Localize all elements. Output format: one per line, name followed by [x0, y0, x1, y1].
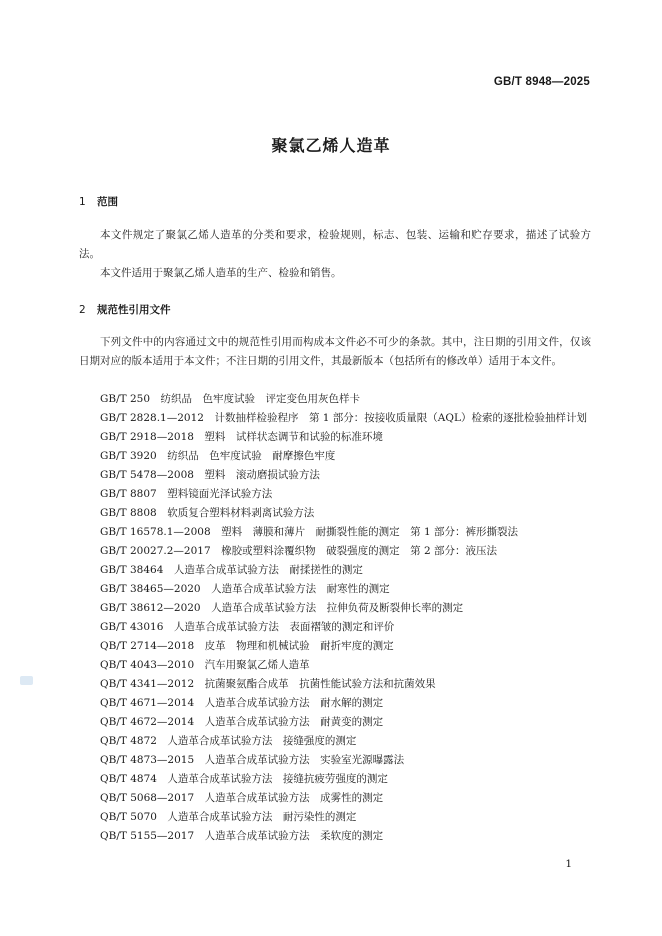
reference-item: QB/T 4341—2012 抗菌聚氨酯合成革 抗菌性能试验方法和抗菌效果: [100, 678, 436, 690]
reference-item: QB/T 4043—2010 汽车用聚氯乙烯人造革: [100, 659, 310, 671]
reference-item: QB/T 4874 人造革合成革试验方法 接缝抗疲劳强度的测定: [100, 773, 388, 785]
section-2-body: [79, 333, 591, 371]
reference-item: QB/T 2714—2018 皮革 物理和机械试验 耐折牢度的测定: [100, 640, 394, 652]
section-number: 1: [79, 196, 86, 208]
reference-item: GB/T 16578.1—2008 塑料 薄膜和薄片 耐撕裂性能的测定 第 1 部分：裤形撕裂法: [100, 526, 518, 538]
section-number: 2: [79, 304, 86, 316]
reference-item: GB/T 2828.1—2012 计数抽样检验程序 第 1 部分：按接收质量限（AQL）检索的逐批检验抽样计划: [100, 412, 587, 424]
paragraph: 本文件适用于聚氯乙烯人造革的生产、检验和销售。: [100, 267, 342, 279]
reference-item: QB/T 5070 人造革合成革试验方法 耐污染性的测定: [100, 811, 357, 823]
reference-item: GB/T 2918—2018 塑料 试样状态调节和试验的标准环境: [100, 431, 383, 443]
section-title: 规范性引用文件: [97, 304, 171, 316]
reference-list: [79, 390, 591, 846]
side-bookmark-tab[interactable]: [20, 676, 33, 685]
page-number: 1: [565, 858, 572, 870]
reference-item: QB/T 5068—2017 人造革合成革试验方法 成雾性的测定: [100, 792, 384, 804]
reference-item: GB/T 20027.2—2017 橡胶或塑料涂覆织物 破裂强度的测定 第 2 部分：液压法: [100, 545, 497, 557]
reference-item: QB/T 4672—2014 人造革合成革试验方法 耐黄变的测定: [100, 716, 384, 728]
reference-item: GB/T 38612—2020 人造革合成革试验方法 拉伸负荷及断裂伸长率的测定: [100, 602, 464, 614]
reference-item: GB/T 250 纺织品 色牢度试验 评定变色用灰色样卡: [100, 393, 361, 405]
reference-item: GB/T 8807 塑料镜面光泽试验方法: [100, 488, 273, 500]
reference-item: QB/T 5155—2017 人造革合成革试验方法 柔软度的测定: [100, 830, 384, 842]
reference-item: GB/T 43016 人造革合成革试验方法 表面褶皱的测定和评价: [100, 621, 395, 633]
section-1-body: [79, 226, 591, 283]
section-1-heading: [79, 194, 118, 209]
section-2-heading: [79, 302, 171, 317]
section-title: 范围: [97, 196, 118, 208]
document-title: 聚氯乙烯人造革: [271, 136, 391, 155]
paragraph: 下列文件中的内容通过文中的规范性引用而构成本文件必不可少的条款。其中，注日期的引用文件，仅该日期对应的版本适用于本文件；不注日期的引用文件，其最新版本（包括所有的修改单）适用于本文件。: [79, 336, 591, 367]
reference-item: QB/T 4872 人造革合成革试验方法 接缝强度的测定: [100, 735, 357, 747]
reference-item: GB/T 38465—2020 人造革合成革试验方法 耐寒性的测定: [100, 583, 390, 595]
reference-item: GB/T 38464 人造革合成革试验方法 耐揉搓性的测定: [100, 564, 363, 576]
reference-item: GB/T 3920 纺织品 色牢度试验 耐摩擦色牢度: [100, 450, 336, 462]
reference-item: QB/T 4873—2015 人造革合成革试验方法 实验室光源曝露法: [100, 754, 405, 766]
standard-code: GB/T 8948—2025: [493, 76, 590, 88]
reference-item: GB/T 8808 软质复合塑料材料剥离试验方法: [100, 507, 315, 519]
reference-item: QB/T 4671—2014 人造革合成革试验方法 耐水解的测定: [100, 697, 384, 709]
paragraph: 本文件规定了聚氯乙烯人造革的分类和要求，检验规则，标志、包装、运输和贮存要求，描述了试验方法。: [79, 229, 591, 260]
reference-item: GB/T 5478—2008 塑料 滚动磨损试验方法: [100, 469, 320, 481]
